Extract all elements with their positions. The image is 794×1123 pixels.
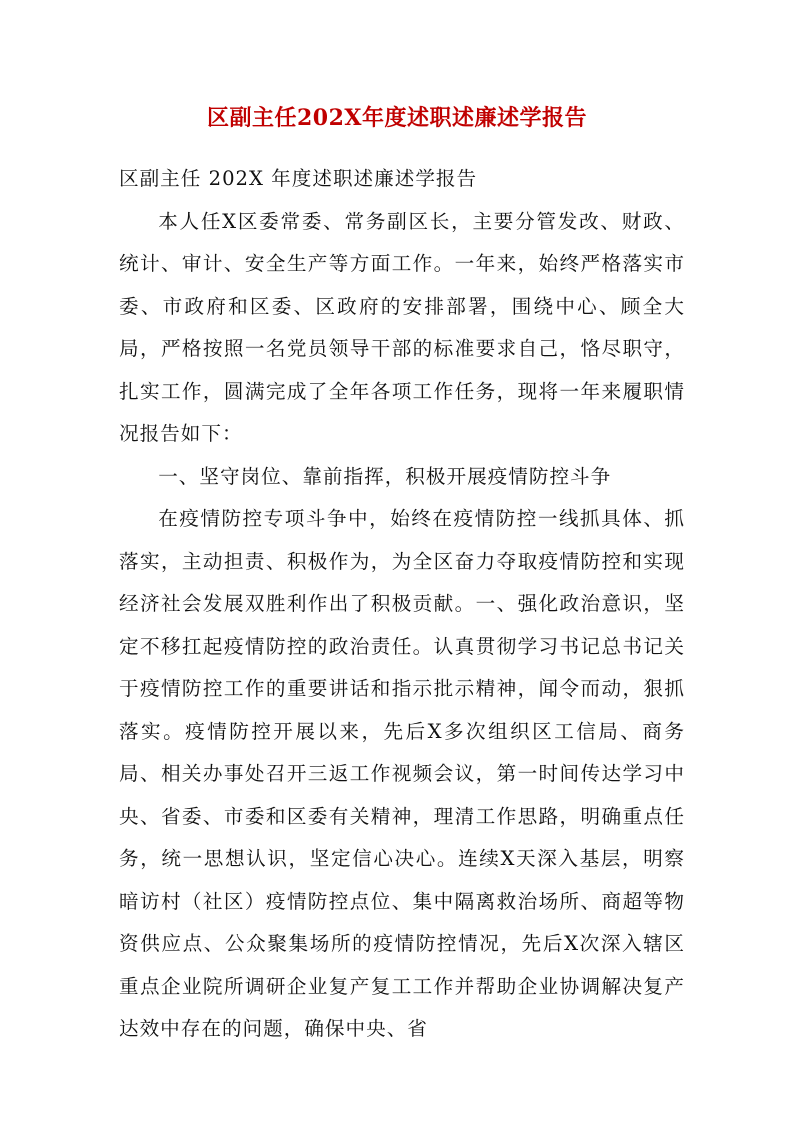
paragraph-intro: 本人任X区委常委、常务副区长，主要分管发改、财政、统计、审计、安全生产等方面工作。一年来，始终严格落实市委、市政府和区委、区政府的安排部署，围绕中心、顾全大局，严格按照一名党员领导干部的标准要求自己，恪尽职守，扎实工作，圆满完成了全年各项工作任务，现将一年来履职情况报告如下：: [119, 209, 685, 445]
document-title: 区副主任202X年度述职述廉述学报告: [207, 105, 587, 131]
section-heading-1: 一、坚守岗位、靠前指挥，积极开展疫情防控斗争: [158, 464, 612, 488]
paragraph-section-1: 在疫情防控专项斗争中，始终在疫情防控一线抓具体、抓落实，主动担责、积极作为，为全区奋力夺取疫情防控和实现经济社会发展双胜利作出了积极贡献。一、强化政治意识，坚定不移扛起疫情防控的政治责任。认真贯彻学习书记总书记关于疫情防控工作的重要讲话和指示批示精神，闻令而动，狠抓落实。疫情防控开展以来，先后X多次组织区工信局、商务局、相关办事处召开三返工作视频会议，第一时间传达学习中央、省委、市委和区委有关精神，理清工作思路，明确重点任务，统一思想认识，坚定信心决心。连续X天深入基层，明察暗访村（社区）疫情防控点位、集中隔离救治场所、商超等物资供应点、公众聚集场所的疫情防控情况，先后X次深入辖区重点企业院所调研企业复产复工工作并帮助企业协调解决复产达效中存在的问题，确保中央、省: [119, 507, 685, 1040]
document-body: [119, 158, 685, 1051]
document-subtitle: 区副主任 202X 年度述职述廉述学报告: [119, 167, 478, 190]
